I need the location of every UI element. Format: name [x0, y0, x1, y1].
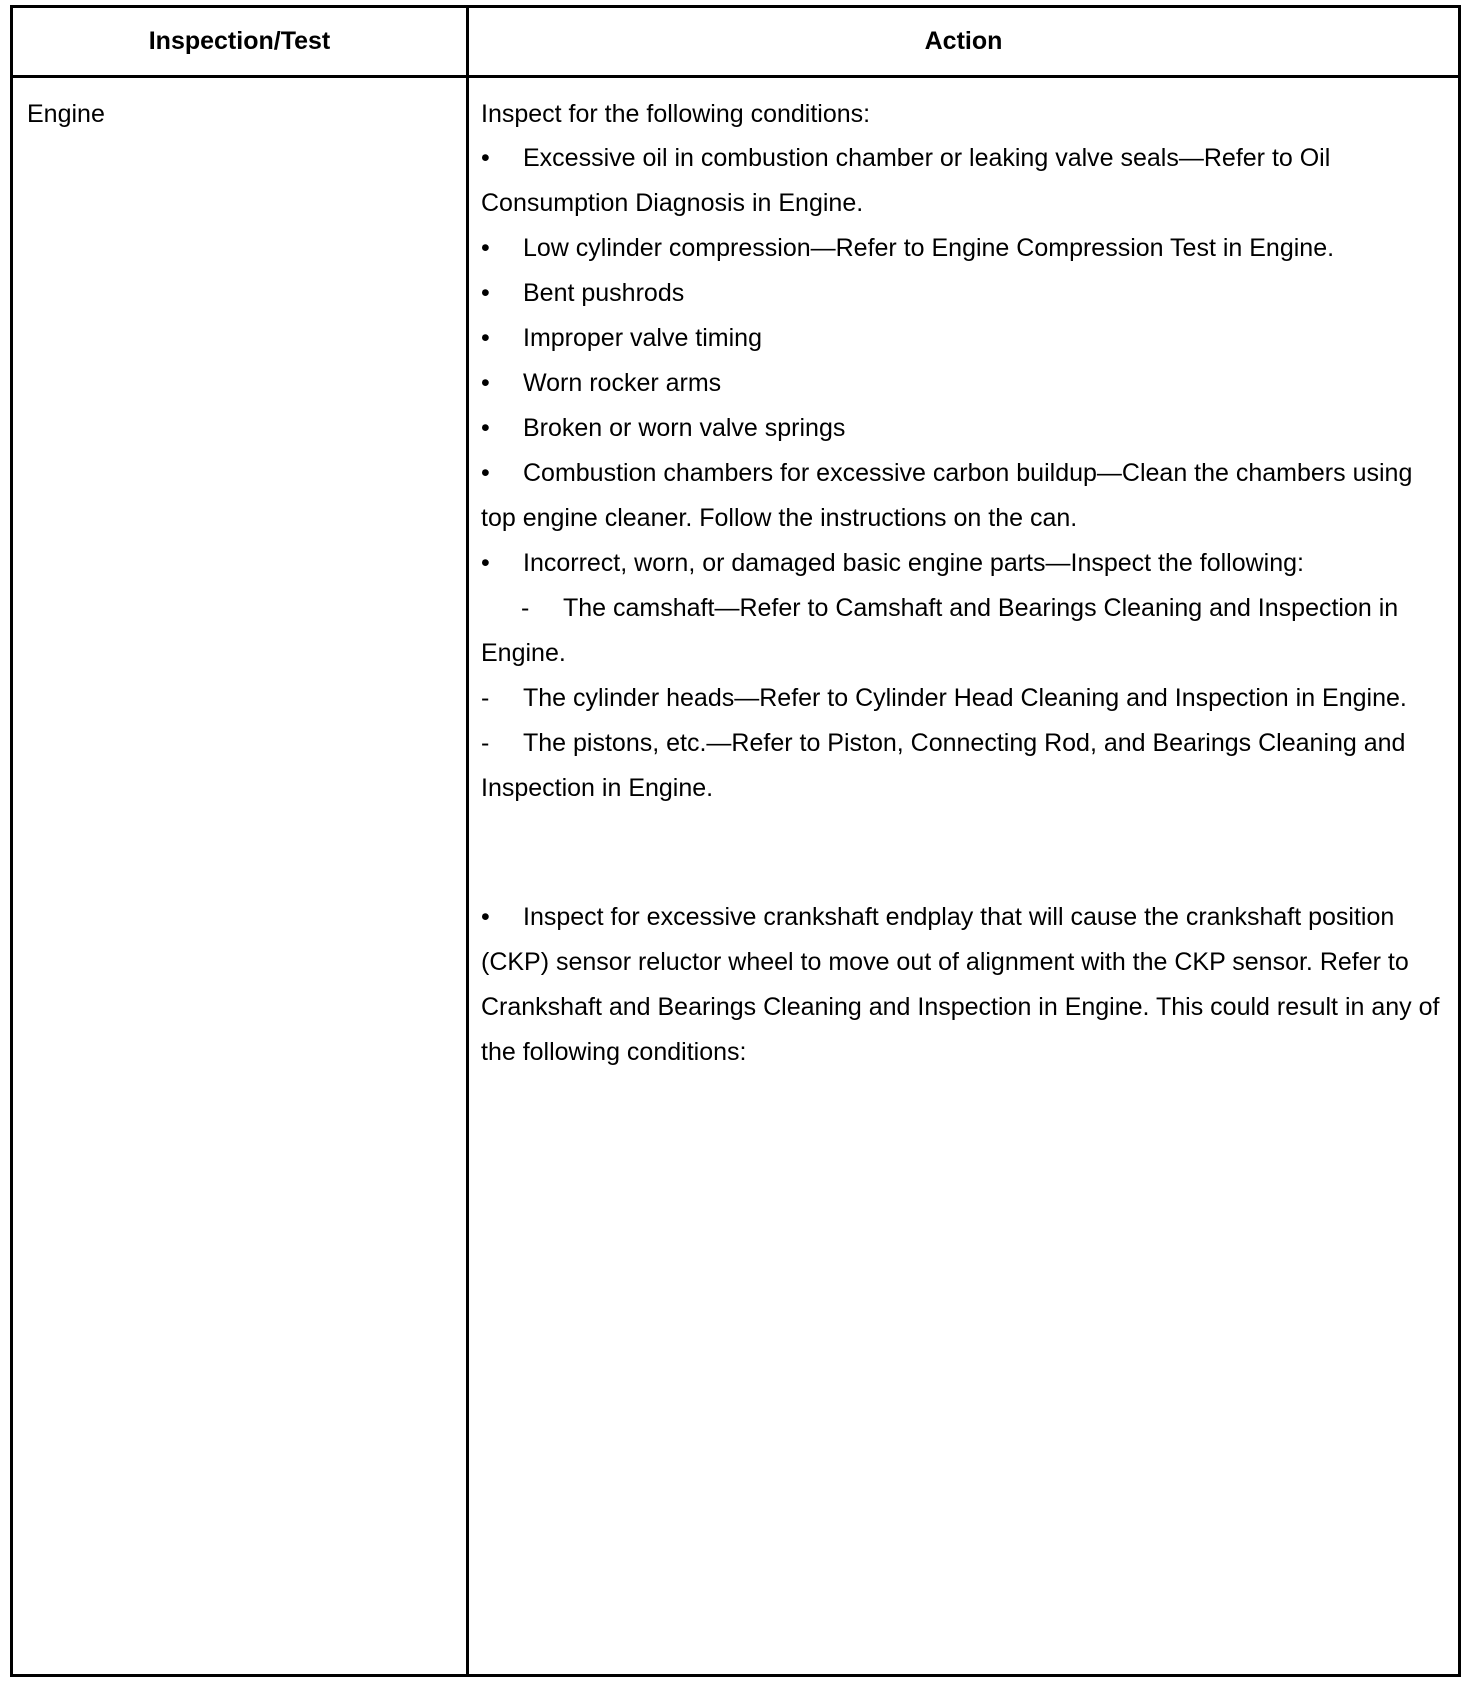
sub-list-item: [481, 586, 1441, 676]
list-item: [481, 136, 1441, 226]
action-intro: Inspect for the following conditions:: [481, 100, 871, 128]
list-item: [481, 271, 1441, 316]
list-item-text: The cylinder heads—Refer to Cylinder Head Cleaning and Inspection in Engine.: [523, 684, 1407, 712]
inspection-table: [10, 5, 1461, 1677]
list-item: [481, 406, 1441, 451]
inspection-cell: Engine: [27, 100, 105, 128]
list-item-text: Worn rocker arms: [523, 369, 722, 397]
dash-icon: -: [481, 729, 490, 757]
list-item: [481, 361, 1441, 406]
bullet-icon: •: [481, 903, 490, 931]
list-item: [481, 541, 1441, 586]
list-item-text: Broken or worn valve springs: [523, 414, 846, 442]
list-item: [481, 316, 1441, 361]
list-item-text: The camshaft—Refer to Camshaft and Bearings Cleaning and Inspection in Engine.: [481, 594, 1399, 667]
sub-list-item: [481, 676, 1441, 721]
list-item-text: Excessive oil in combustion chamber or leaking valve seals—Refer to Oil Consumption Diagnosis in Engine.: [481, 144, 1331, 217]
table-header-row: [13, 8, 1458, 78]
list-item-text: Improper valve timing: [523, 324, 762, 352]
bullet-icon: •: [481, 459, 490, 487]
bullet-icon: •: [481, 369, 490, 397]
dash-icon: -: [521, 594, 530, 622]
list-item-text: Bent pushrods: [523, 279, 685, 307]
dash-icon: -: [481, 684, 490, 712]
list-item-text: Combustion chambers for excessive carbon buildup—Clean the chambers using top engine cleaner. Follow the instructions on the can.: [481, 459, 1413, 532]
bullet-icon: •: [481, 324, 490, 352]
column-divider: [466, 8, 469, 1674]
bullet-icon: •: [481, 234, 490, 262]
list-item: [481, 451, 1441, 541]
list-item: [481, 226, 1441, 271]
list-item-text: Low cylinder compression—Refer to Engine Compression Test in Engine.: [523, 234, 1335, 262]
list-item: [481, 895, 1441, 1075]
sub-list-item: [481, 721, 1441, 811]
header-action: Action: [924, 27, 1003, 55]
list-item-text: The pistons, etc.—Refer to Piston, Connecting Rod, and Bearings Cleaning and Inspection in Engine.: [481, 729, 1406, 802]
bullet-icon: •: [481, 144, 490, 172]
action-cell: [481, 98, 1441, 1075]
bullet-icon: •: [481, 279, 490, 307]
bullet-icon: •: [481, 414, 490, 442]
list-item-text: Incorrect, worn, or damaged basic engine parts—Inspect the following:: [523, 549, 1304, 577]
header-inspection-test: Inspection/Test: [148, 27, 331, 55]
bullet-icon: •: [481, 549, 490, 577]
list-item-text: Inspect for excessive crankshaft endplay that will cause the crankshaft position (CKP) sensor reluctor wheel to move out of alignment with the CKP sensor. Refer to Crankshaft and Bearings Cleaning and Inspection in Engine. This could result in any of the following conditions:: [481, 903, 1440, 1066]
